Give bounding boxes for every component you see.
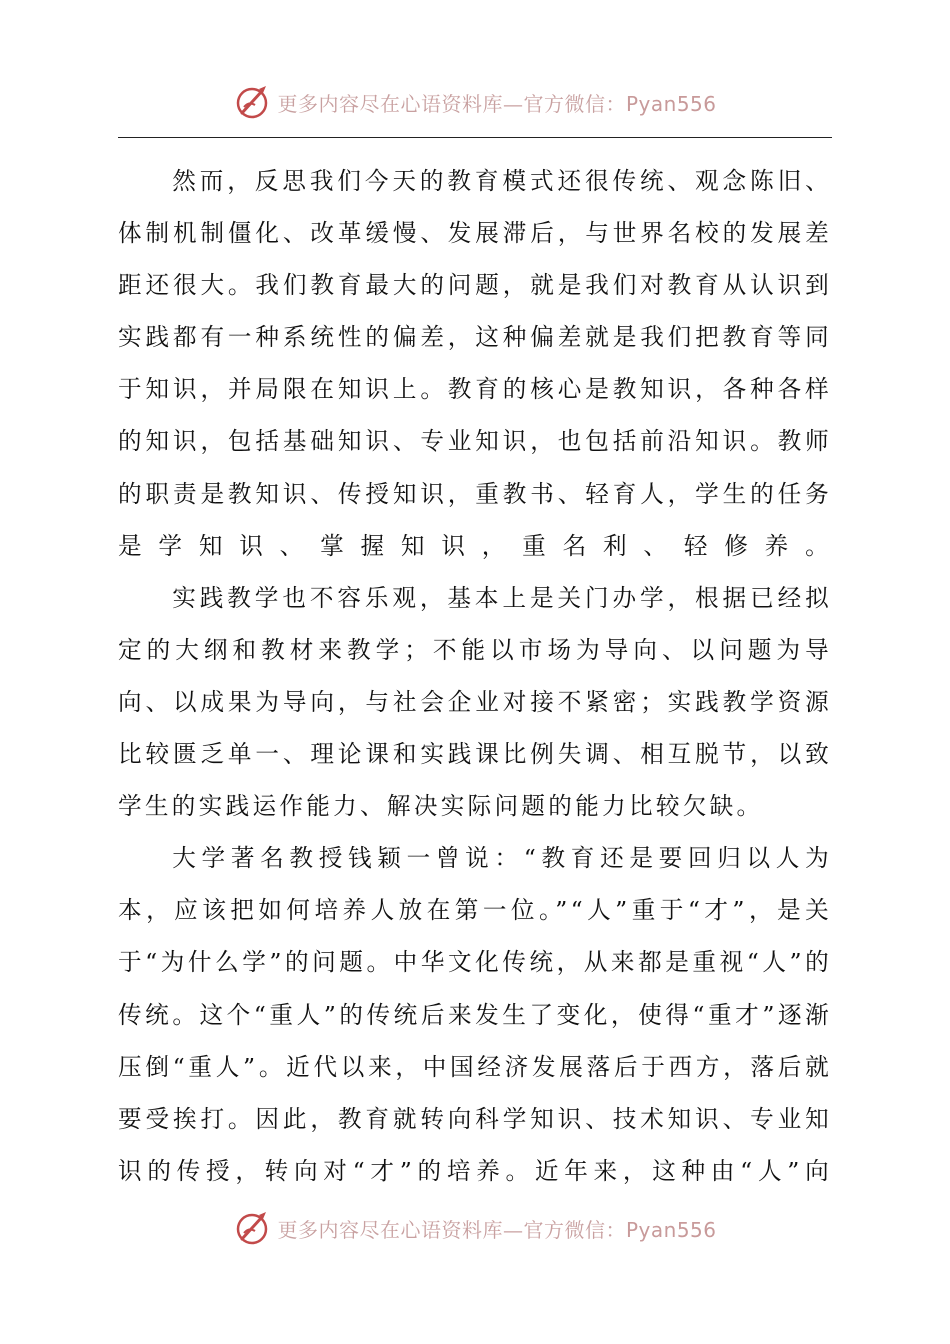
footer-banner xyxy=(0,1208,950,1248)
header-wechat-id: Pyan556 xyxy=(625,91,717,116)
footer-brand-text xyxy=(277,1214,716,1243)
pen-in-circle-icon xyxy=(233,83,271,121)
paragraph: 实践教学也不容乐观，基本上是关门办学，根据已经拟定的大纲和教材来教学；不能以市场为导向、以问题为导向、以成果为导向，与社会企业对接不紧密；实践教学资源比较匮乏单一、理论课和实践课比例失调、相互脱节，以致学生的实践运作能力、解决实际问题的能力比较欠缺。 xyxy=(118,583,832,821)
paragraph: 大学著名教授钱颖一曾说：“教育还是要回归以人为本，应该把如何培养人放在第一位。”“人”重于“才”，是关于“为什么学”的问题。中华文化传统，从来都是重视“人”的传统。这个“重人”的传统后来发生了变化，使得“重才”逐渐压倒“重人”。近代以来，中国经济发展落后于西方，落后就要受挨打。因此，教育就转向科学知识、技术知识、专业知识的传授，转向对“才”的培养。近年来，这种由“人”向 xyxy=(118,844,832,1185)
paragraph: 然而，反思我们今天的教育模式还很传统、观念陈旧、体制机制僵化、改革缓慢、发展滞后，与世界名校的发展差距还很大。我们教育最大的问题，就是我们对教育从认识到实践都有一种系统性的偏差，这种偏差就是我们把教育等同于知识，并局限在知识上。教育的核心是教知识，各种各样的知识，包括基础知识、专业知识，也包括前沿知识。教师的职责是教知识、传授知识，重教书、轻育人，学生的任务是学知识、掌握知识，重名利、轻修养。 xyxy=(118,167,832,560)
header-divider xyxy=(118,137,832,138)
header-brand-cn: 更多内容尽在心语资料库—官方微信： xyxy=(277,91,626,116)
document-body xyxy=(118,155,832,1197)
header-brand-text xyxy=(277,88,716,117)
footer-wechat-id: Pyan556 xyxy=(625,1217,717,1242)
header-banner xyxy=(0,82,950,122)
pen-in-circle-icon xyxy=(233,1209,271,1247)
footer-brand-cn: 更多内容尽在心语资料库—官方微信： xyxy=(277,1217,626,1242)
